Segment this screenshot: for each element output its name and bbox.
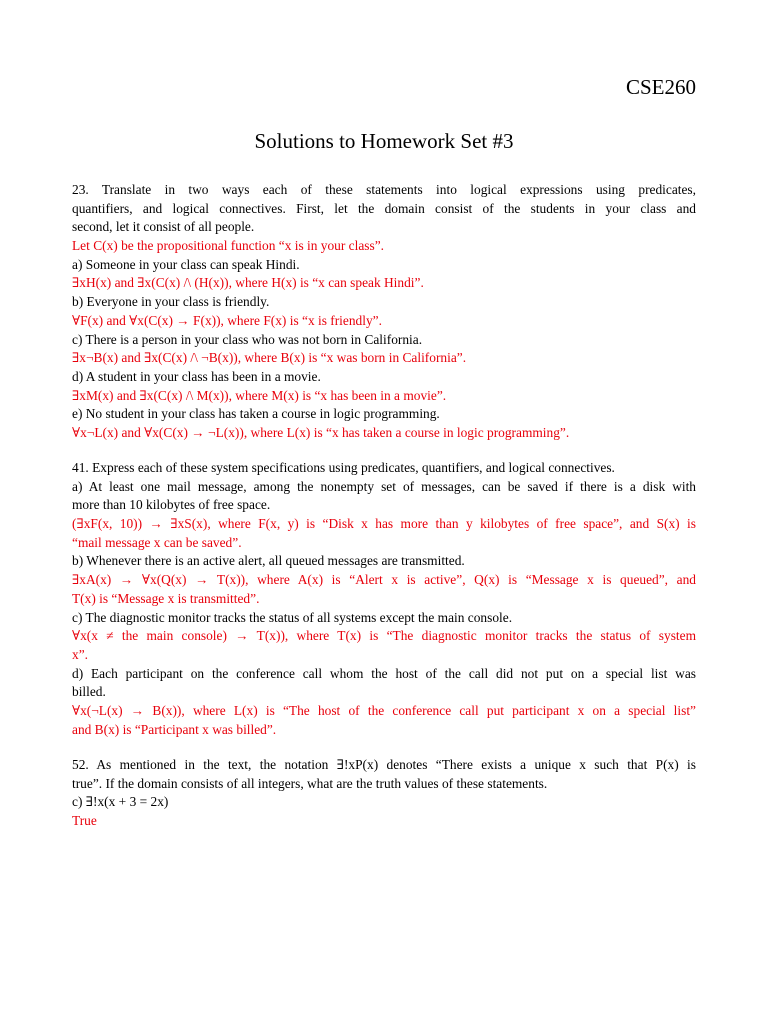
question-41d-line: billed. bbox=[72, 684, 106, 700]
question-52 bbox=[72, 756, 696, 831]
question-23 bbox=[72, 181, 696, 443]
answer-23e: ∀x¬L(x) and ∀x(C(x) → ¬L(x)), where L(x) is “x has taken a course in logic programming”. bbox=[72, 424, 570, 440]
question-23-prompt-line: 23. Translate in two ways each of these statements into logical expressions using predicates, bbox=[72, 182, 696, 197]
answer-41a-line: “mail message x can be saved”. bbox=[72, 534, 242, 550]
answer-41b-line: ∃xA(x) → ∀x(Q(x) → T(x)), where A(x) is “Alert x is active”, Q(x) is “Message x is queued”, and bbox=[72, 572, 696, 588]
answer-41d-line: ∀x(¬L(x) → B(x)), where L(x) is “The host of the conference call put participant x on a special list” bbox=[72, 702, 696, 718]
question-52-prompt-line: 52. As mentioned in the text, the notation ∃!xP(x) denotes “There exists a unique x such that P(x) is bbox=[72, 757, 696, 772]
question-23-intro-answer: Let C(x) be the propositional function “x is in your class”. bbox=[72, 238, 385, 254]
answer-41a-line: (∃xF(x, 10)) → ∃xS(x), where F(x, y) is “Disk x has more than y kilobytes of free space”, and S(x) is bbox=[72, 516, 696, 532]
question-41a-line: more than 10 kilobytes of free space. bbox=[72, 497, 271, 513]
answer-23a: ∃xH(x) and ∃x(C(x) /\ (H(x)), where H(x) is “x can speak Hindi”. bbox=[72, 275, 424, 291]
question-52c: c) ∃!x(x + 3 = 2x) bbox=[72, 794, 169, 810]
question-41a-line: a) At least one mail message, among the nonempty set of messages, can be saved if there is a disk with bbox=[72, 478, 696, 494]
answer-41c-line: ∀x(x ≠ the main console) → T(x)), where T(x) is “The diagnostic monitor tracks the status of system bbox=[72, 628, 696, 644]
page-title: Solutions to Homework Set #3 bbox=[254, 129, 514, 153]
question-23a: a) Someone in your class can speak Hindi. bbox=[72, 256, 300, 272]
question-23d: d) A student in your class has been in a movie. bbox=[72, 368, 321, 384]
question-41b: b) Whenever there is an active alert, all queued messages are transmitted. bbox=[72, 553, 465, 569]
question-41 bbox=[72, 459, 696, 739]
course-code: CSE260 bbox=[625, 75, 696, 99]
question-23e: e) No student in your class has taken a course in logic programming. bbox=[72, 406, 440, 422]
question-41d-line: d) Each participant on the conference call whom the host of the call did not put on a special list was bbox=[72, 665, 696, 681]
question-23c: c) There is a person in your class who was not born in California. bbox=[72, 331, 423, 347]
answer-41c-line: x”. bbox=[72, 646, 88, 662]
answer-41d-line: and B(x) is “Participant x was billed”. bbox=[72, 721, 277, 737]
question-23-prompt-line: second, let it consist of all people. bbox=[72, 219, 255, 235]
answer-23b: ∀F(x) and ∀x(C(x) → F(x)), where F(x) is “x is friendly”. bbox=[72, 312, 382, 328]
question-23-prompt-line: quantifiers, and logical connectives. First, let the domain consist of the students in your class and bbox=[72, 200, 696, 216]
question-41-prompt: 41. Express each of these system specifications using predicates, quantifiers, and logical connectives. bbox=[72, 460, 615, 475]
answer-23d: ∃xM(x) and ∃x(C(x) /\ M(x)), where M(x) is “x has been in a movie”. bbox=[72, 387, 447, 403]
question-23b: b) Everyone in your class is friendly. bbox=[72, 294, 270, 310]
question-52-prompt-line: true”. If the domain consists of all integers, what are the truth values of these statements. bbox=[72, 775, 548, 791]
answer-23c: ∃x¬B(x) and ∃x(C(x) /\ ¬B(x)), where B(x) is “x was born in California”. bbox=[72, 350, 467, 366]
question-41c: c) The diagnostic monitor tracks the status of all systems except the main console. bbox=[72, 609, 513, 625]
answer-52c: True bbox=[72, 813, 97, 829]
answer-41b-line: T(x) is “Message x is transmitted”. bbox=[72, 590, 260, 606]
